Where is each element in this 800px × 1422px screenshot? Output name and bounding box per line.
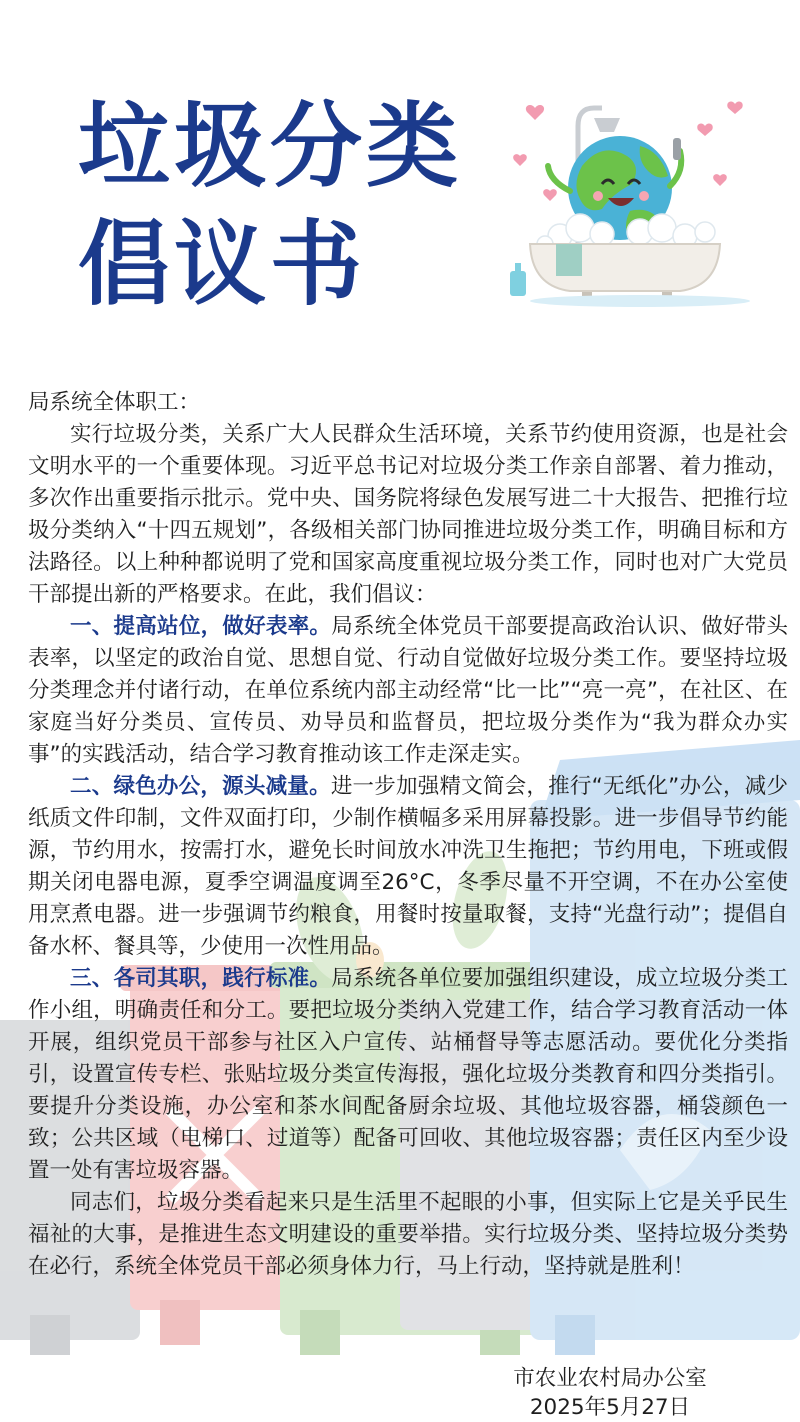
intro-paragraph: 实行垃圾分类，关系广大人民群众生活环境，关系节约使用资源，也是社会文明水平的一个重要体现。习近平总书记对垃圾分类工作亲自部署、着力推动，多次作出重要指示批示。党中央、国务院将绿色发展写进二十大报告、把推行垃圾分类纳入“十四五规划”，各级相关部门协同推进垃圾分类工作，明确目标和方法路径。以上种种都说明了党和国家高度重视垃圾分类工作，同时也对广大党员干部提出新的严格要求。在此，我们倡议： — [28, 422, 788, 607]
proposal-3-heading: 三、各司其职，践行标准。 — [70, 966, 332, 991]
proposal-1-heading: 一、提高站位，做好表率。 — [70, 614, 332, 639]
proposal-1-paragraph — [28, 611, 788, 771]
title-line-1: 垃圾分类 — [78, 93, 463, 200]
signature-block — [460, 1364, 760, 1422]
salutation: 局系统全体职工： — [28, 390, 201, 415]
signature-date: 2025年5月27日 — [529, 1395, 691, 1420]
title-line-2: 倡议书 — [78, 211, 367, 318]
proposal-2-heading: 二、绿色办公，源头减量。 — [70, 774, 331, 799]
proposal-2-text: 进一步加强精文简会，推行“无纸化”办公，减少纸质文件印制，文件双面打印，少制作横幅多采用屏幕投影。进一步倡导节约能源，节约用水，按需打水，避免长时间放水冲洗卫生拖把；节约用电，下班或假期关闭电器电源，夏季空调温度调至26°C，冬季尽量不开空调，不在办公室使用烹煮电器。进一步强调节约粮食，用餐时按量取餐，支持“光盘行动”；提倡自备水杯、餐具等，少使用一次性用品。 — [28, 774, 788, 959]
proposal-1-text: 局系统全体党员干部要提高政治认识、做好带头表率，以坚定的政治自觉、思想自觉、行动自觉做好垃圾分类工作。要坚持垃圾分类理念并付诸行动，在单位系统内部主动经常“比一比”“亮一亮”，在社区、在家庭当好分类员、宣传员、劝导员和监督员，把垃圾分类作为“我为群众办实事”的实践活动，结合学习教育推动该工作走深走实。 — [28, 614, 788, 767]
earth-in-bathtub-illustration — [490, 96, 755, 311]
proposal-3-text: 局系统各单位要加强组织建设，成立垃圾分类工作小组，明确责任和分工。要把垃圾分类纳入党建工作，结合学习教育活动一体开展，组织党员干部参与社区入户宣传、站桶督导等志愿活动。要优化分类指引，设置宣传专栏、张贴垃圾分类宣传海报，强化垃圾分类教育和四分类指引。要提升分类设施，办公室和茶水间配备厨余垃圾、其他垃圾容器，桶袋颜色一致；公共区域（电梯口、过道等）配备可回收、其他垃圾容器；责任区内至少设置一处有害垃圾容器。 — [28, 966, 788, 1183]
shower-icon — [594, 118, 620, 132]
signature-org: 市农业农村局办公室 — [513, 1366, 707, 1391]
proposal-body — [28, 387, 788, 1283]
proposal-2-paragraph — [28, 771, 788, 963]
document-title — [78, 88, 462, 324]
closing-paragraph: 同志们，垃圾分类看起来只是生活里不起眼的小事，但实际上它是关乎民生福祉的大事，是推进生态文明建设的重要举措。实行垃圾分类、坚持垃圾分类势在必行，系统全体党员干部必须身体力行，马上行动，坚持就是胜利！ — [28, 1190, 788, 1279]
proposal-3-paragraph — [28, 963, 788, 1187]
